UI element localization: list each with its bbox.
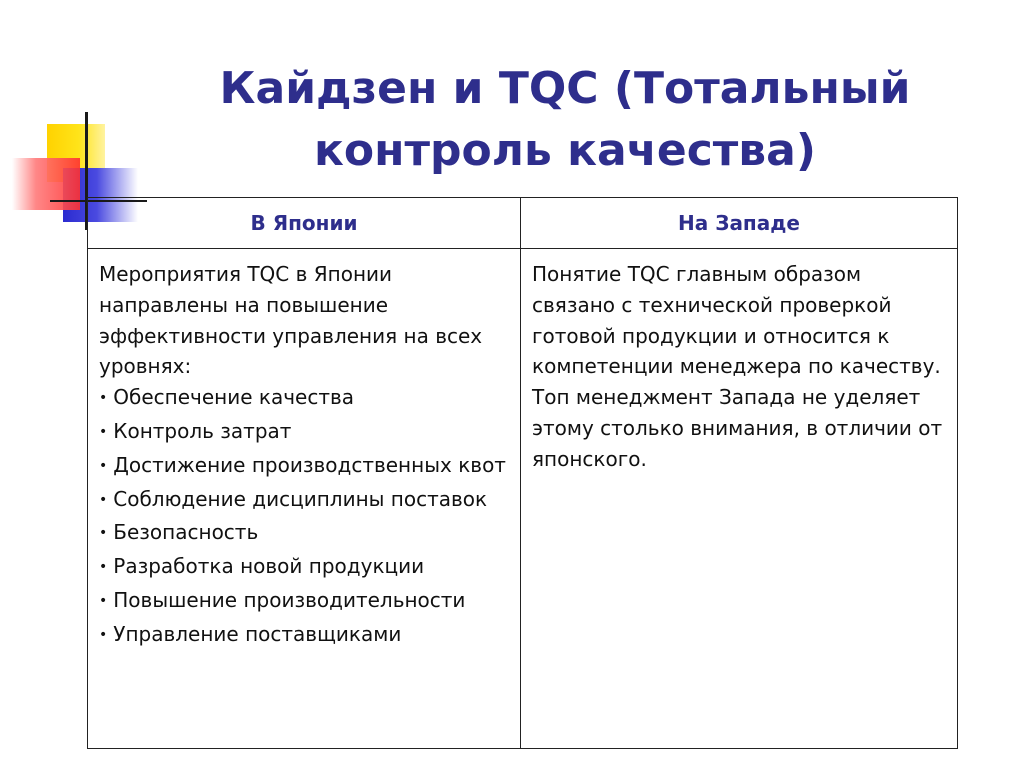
list-item-text: Безопасность xyxy=(113,520,259,545)
bullet-icon: • xyxy=(99,457,108,474)
list-item-text: Достижение производственных квот xyxy=(113,452,506,477)
cell-west xyxy=(521,249,958,749)
header-west: На Западе xyxy=(521,198,958,249)
comparison-table xyxy=(87,197,958,749)
list-item xyxy=(99,416,510,450)
japan-bullet-list xyxy=(99,382,510,652)
list-item xyxy=(99,619,510,653)
bullet-icon: • xyxy=(99,592,108,609)
bullet-icon: • xyxy=(99,390,108,407)
list-item xyxy=(99,585,510,619)
list-item-text: Соблюдение дисциплины поставок xyxy=(113,486,488,511)
list-item-text: Контроль затрат xyxy=(113,418,292,443)
bullet-icon: • xyxy=(99,423,108,440)
table-body-row xyxy=(88,249,958,749)
table-header-row xyxy=(88,198,958,249)
list-item xyxy=(99,484,510,518)
bullet-icon: • xyxy=(99,559,108,576)
list-item xyxy=(99,382,510,416)
bullet-icon: • xyxy=(99,491,108,508)
decor-red-square xyxy=(12,158,80,210)
west-text: Понятие TQC главным образом связано с технической проверкой готовой продукции и относится к компетенции менеджера по качеству. Топ менеджмент Запада не уделяет этому столько внимания, в отличии от японского. xyxy=(532,262,943,471)
list-item-text: Разработка новой продукции xyxy=(113,554,425,579)
list-item-text: Повышение производительности xyxy=(113,587,466,612)
list-item xyxy=(99,551,510,585)
list-item xyxy=(99,517,510,551)
header-japan: В Японии xyxy=(88,198,521,249)
list-item xyxy=(99,450,510,484)
japan-intro: Мероприятия TQC в Японии направлены на повышение эффективности управления на всех уровнях: xyxy=(99,262,483,379)
list-item-text: Управление поставщиками xyxy=(113,621,402,646)
bullet-icon: • xyxy=(99,626,108,643)
slide-title: Кайдзен и TQC (Тотальный контроль качества) xyxy=(219,63,911,176)
cell-japan xyxy=(88,249,521,749)
list-item-text: Обеспечение качества xyxy=(113,385,355,410)
bullet-icon: • xyxy=(99,525,108,542)
